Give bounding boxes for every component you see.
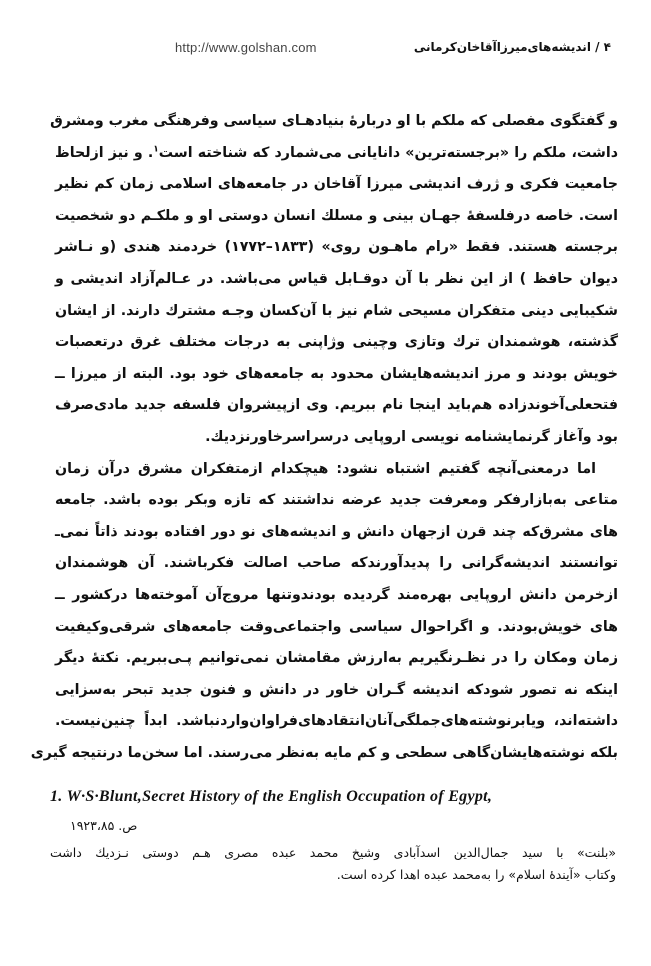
body-line: خویش بودند و مرز اندیشه‌هایشان محدود به جامعه‌های خود بود. البته از میرزا ــ xyxy=(55,365,618,382)
body-line: است. خاصه درفلسفهٔ جهـان بینی و مسلك انسان دوستی او و ملکـم دو شخصیت xyxy=(55,207,618,224)
body-line: بود وآغاز گرنمایشنامه نویسی اروپایی درسراسرخاورنزدیك. xyxy=(205,428,618,445)
body-line: فتحعلی‌آخوندزاده هم‌باید اینجا نام ببریم. وی ازپیشروان فلسفه جدید مادی‌صرف xyxy=(55,397,618,414)
body-line: متاعی به‌بازارفکر ومعرفت جدید عرضه نداشتند که تازه وبکر بوده باشد. جامعه‌ xyxy=(55,492,618,509)
body-line: های خویش‌بودند. و اگراحوال سیاسی واجتماعی‌وقت جامعه‌های شرقی‌وکیفیت xyxy=(55,618,618,635)
footnote-line: «بلنت» با سید جمال‌الدین اسدآبادی وشیخ محمد عبده مصری هـم دوستی نـزدیك داشت xyxy=(50,845,616,860)
body-line: توانستند اندیشه‌گرانی را پدیدآورندکه صاحب اصالت فکرباشند. آن هوشمندان xyxy=(55,555,618,572)
body-line: زمان ومکان را در نظـرنگیریم به‌ارزش مقامشان نمی‌توانیم پـی‌ببریم. نکتهٔ دیگر xyxy=(55,650,618,667)
body-line: دیوان حافظ ) از این نظر با آن دوقـابل قیاس می‌باشد. در عـالم‌آزاد اندیشی و xyxy=(55,270,618,287)
body-line: داشته‌اند، ویابرنوشته‌های‌جملگی‌آنان‌انتقادهای‌فراوان‌واردنباشد. ابداً چنین‌نیست. xyxy=(55,713,618,730)
body-line: برجسته هستند. فقط «رام ماهـون روی» (۱۸۳۳–۱۷۷۲) خردمند هندی (و نـاشر xyxy=(55,239,618,256)
body-line xyxy=(55,138,618,170)
body-line: ازخرمن دانش اروپایی بهره‌مند گردیده بودندوتنها مروج‌آن آموخته‌ها درکشور ــ xyxy=(55,586,618,603)
body-line: بلکه نوشته‌هایشان‌گاهی سطحی و کم مایه به‌نظر می‌رسند. اما سخن‌ما درنتیجه گیری xyxy=(30,744,618,761)
body-line: جامعیت فکری و ژرف اندیشی میرزا آقاخان در جامعه‌های اسلامی زمان کم نظیر xyxy=(55,176,618,193)
body-line: های مشرق‌که چند قرن ازجهان دانش و اندیشه‌های نو دور افتاده بودند ذاتاً نمی‌ـ xyxy=(55,523,618,540)
source-url: http://www.golshan.com xyxy=(175,40,317,55)
body-line: اما درمعنی‌آنچه گفتیم اشتباه نشود: هیچکدام ازمتفکران مشرق درآن زمان xyxy=(55,460,596,477)
footnote-note xyxy=(50,842,616,886)
footnote-pages: ص. ۱۹۲۳،۸۵ xyxy=(70,818,138,833)
body-line: اینکه نه تصور شودکه اندیشه گـران خاور در دانش و فنون جدید تبحر به‌سزایی xyxy=(55,681,618,698)
running-title: ۴ / اندیشه‌های‌میرزا‌آقاخان‌کرمانی xyxy=(413,40,611,54)
body-line-text: داشت، ملکم را «برجسته‌ترین» دانایانی می‌شمارد که شناخته است$^۱$. و نیز ازلحاظ xyxy=(55,143,618,161)
body-text xyxy=(30,106,618,769)
body-line: گذشته، هوشمندان ترك وتازی وچینی وژاپنی به درجات مختلف غرق درتعصبات xyxy=(55,334,618,351)
footnote-line: وکتاب «آیندهٔ اسلام» را به‌محمد عبده اهدا کرده است. xyxy=(336,867,616,882)
footnote-citation: 1. W·S·Blunt,Secret History of the English Occupation of Egypt, xyxy=(50,788,493,805)
body-line: و گفتگوی مفصلی که ملکم با او دربارهٔ بنیادهـای سیاسی وفرهنگی مغرب ومشرق xyxy=(50,113,618,129)
page-header xyxy=(170,38,611,60)
footnote-marker: ۱ xyxy=(153,143,159,154)
body-line: شکیبایی دینی متفکران مسیحی شام نیز با آن‌کسان وجـه مشترك دارند. از ایشان xyxy=(55,302,618,319)
